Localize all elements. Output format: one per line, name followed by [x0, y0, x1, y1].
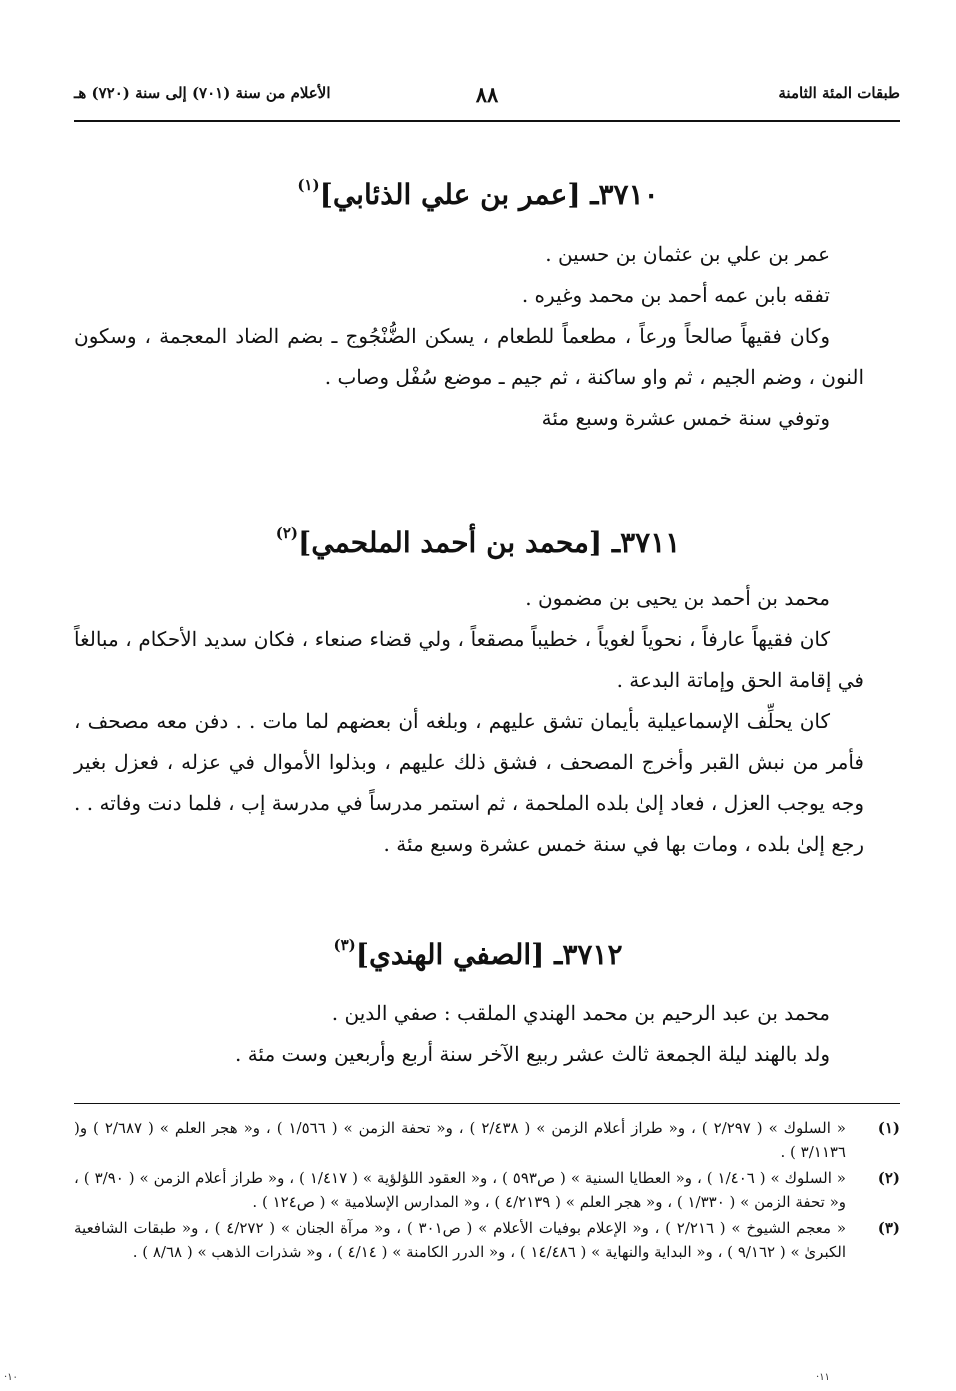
footnote-text: « معجم الشيوخ » ( ٢/٢١٦ ) ، و« الإعلام بوفيات الأعلام » ( ص٣٠١ ) ، و« مرآة الجنان » ( ٤/٢٧٢ ) ، و« طبقات الشافعية الكبرىٰ » ( ٩/١٦٢ ) ، و« البداية والنهاية » ( ١٤/٤٨٦ ) ، و« الدرر الكامنة » ( ٤/١٤ ) ، و« شذرات الذهب » ( ٨/٦٨ ) . [74, 1219, 846, 1261]
entry-title-text: ٣٧١٢ـ [الصفي الهندي] [355, 938, 623, 971]
entry-body-3711 [74, 578, 864, 865]
running-header [74, 80, 900, 122]
entry-title-text: ٣٧١١ـ [محمد بن أحمد الملحمي] [298, 526, 681, 559]
footnote-item [74, 1116, 900, 1164]
page-number: ٨٨ [475, 82, 499, 107]
footnotes [74, 1116, 900, 1266]
footnote-item [74, 1166, 900, 1214]
entry-title-text: ٣٧١٠ـ [عمر بن علي الذئابي] [319, 178, 659, 211]
entry-paragraph: ولد بالهند ليلة الجمعة ثالث عشر ربيع الآخر سنة أربع وأربعين وست مئة . [234, 1042, 830, 1066]
entry-body-3712 [74, 993, 864, 1075]
footnote-item [74, 1216, 900, 1264]
scan-mark-center: ·١١ [816, 1372, 830, 1383]
footnote-number: (٣) [877, 1219, 900, 1237]
entry-paragraph: كان فقيهاً عارفاً ، نحوياً لغوياً ، خطيباً مصقعاً ، ولي قضاء صنعاء ، فكان سديد الأحكام ، مبالغاً في إقامة الحق وإماتة البدعة . [74, 627, 864, 692]
entry-paragraph: وتوفي سنة خمس عشرة وسبع مئة [541, 406, 830, 430]
footnote-divider [74, 1103, 900, 1104]
entry-title-3710 [74, 176, 882, 211]
entry-paragraph: محمد بن عبد الرحيم بن محمد الهندي الملقب : صفي الدين . [331, 1001, 830, 1025]
footnote-ref[interactable]: (١) [297, 176, 320, 194]
footnote-ref[interactable]: (٢) [275, 524, 298, 542]
footnote-number: (٢) [877, 1169, 900, 1187]
footnote-text: « السلوك » ( ١/٤٠٦ ) ، و« العطايا السنية » ( ص٥٩٣ ) ، و« العقود اللؤلؤية » ( ١/٤١٧ ) ، و« طراز أعلام الزمن » ( ٣/٩٠ ) ، و« تحفة الزمن » ( ١/٣٣٠ ) ، و« هجر العلم » ( ٤/٢١٣٩ ) ، و« المدارس الإسلامية » ( ص١٢٤ ) . [74, 1169, 846, 1211]
book-section-title: طبقات المئة الثامنة [778, 84, 900, 102]
entry-title-3711 [74, 524, 882, 559]
entry-paragraph: وكان فقيهاً صالحاً ورعاً ، مطعماً للطعام ، يسكن الضُّنْجُوج ـ بضم الضاد المعجمة ، وسكون النون ، وضم الجيم ، ثم واو ساكنة ، ثم جيم ـ موضع سُفْل وصاب . [74, 324, 864, 389]
entry-body-3710 [74, 234, 864, 439]
entry-paragraph: محمد بن أحمد بن يحيى بن مضمون . [525, 586, 830, 610]
footnote-text: « السلوك » ( ٢/٢٩٧ ) ، و« طراز أعلام الزمن » ( ٢/٤٣٨ ) ، و« تحفة الزمن » ( ١/٥٦٦ ) ، و« هجر العلم » ( ٢/٦٨٧ ) و( ٣/١١٣٦ ) . [74, 1119, 846, 1161]
footnote-ref[interactable]: (٣) [333, 936, 356, 954]
entry-paragraph: عمر بن علي بن عثمان بن حسين . [545, 242, 830, 266]
scan-mark-left: ·١٠ [4, 1372, 18, 1383]
entry-paragraph: تفقه بابن عمه أحمد بن محمد وغيره . [521, 283, 830, 307]
volume-range-title: الأعلام من سنة (٧٠١) إلى سنة (٧٢٠) هـ [74, 84, 331, 102]
entry-title-3712 [74, 936, 882, 971]
footnote-number: (١) [877, 1119, 900, 1137]
entry-paragraph: كان يحلِّف الإسماعيلية بأيمان تشق عليهم ، وبلغه أن بعضهم لما مات . . دفن معه مصحف ، فأمر من نبش القبر وأخرج المصحف ، فشق ذلك عليهم ، وبذلوا الأموال في عزله ، فعزل بغير وجه يوجب العزل ، فعاد إلىٰ بلده الملحمة ، ثم استمر مدرساً في مدرسة إب ، فلما دنت وفاته . . رجع إلىٰ بلده ، ومات بها في سنة خمس عشرة وسبع مئة . [74, 709, 864, 856]
